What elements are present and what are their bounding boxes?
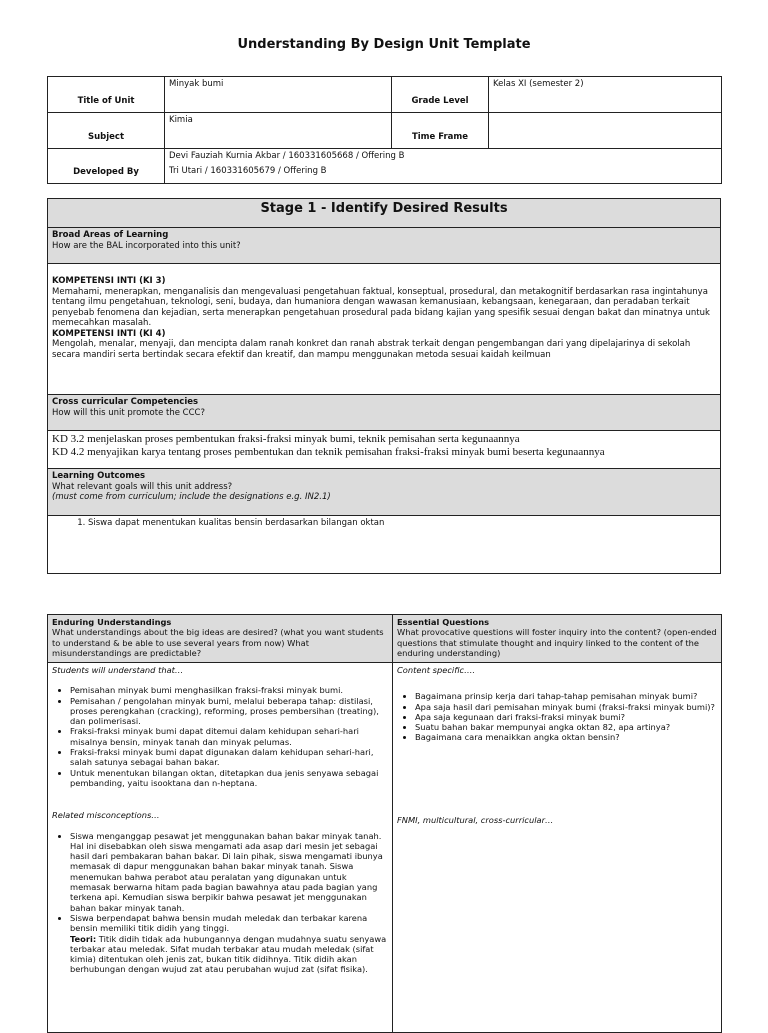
stage1-table xyxy=(47,198,721,574)
essential-title: Essential Questions xyxy=(397,617,490,627)
kd-4-2: KD 4.2 menyajikan karya tentang proses pembentukan dan teknik pemisahan fraksi-fraksi minyak bumi beserta kegunaannya xyxy=(52,446,605,458)
title-of-unit-label: Title of Unit xyxy=(48,77,165,113)
enduring-item: • Pemisahan / pengolahan minyak bumi, melalui beberapa tahap: distilasi, proses perengkahan (cracking), reforming, proses pembersihan (treating), dan polimerisasi. xyxy=(70,696,388,727)
time-frame-label: Time Frame xyxy=(392,113,489,149)
content-specific-label: Content specific…. xyxy=(397,665,476,675)
essential-list xyxy=(397,691,717,742)
essential-item: • Bagaimana prinsip kerja dari tahap-tahap pemisahan minyak bumi? xyxy=(415,691,717,701)
enduring-list xyxy=(52,685,388,788)
bal-title: Broad Areas of Learning xyxy=(52,230,169,240)
enduring-header xyxy=(48,615,393,663)
subject-label: Subject xyxy=(48,113,165,149)
developer-1: Devi Fauziah Kurnia Akbar / 160331605668 / Offering B xyxy=(169,151,405,161)
enduring-body xyxy=(48,663,393,1033)
essential-item: • Apa saja hasil dari pemisahan minyak bumi (fraksi-fraksi minyak bumi)? xyxy=(415,702,717,712)
title-of-unit-value: Minyak bumi xyxy=(165,77,392,113)
kd-section xyxy=(48,431,721,469)
enduring-item: • Untuk menentukan bilangan oktan, ditetapkan dua jenis senyawa sebagai pembanding, yaitu isooktana dan n-heptana. xyxy=(70,768,388,789)
outcomes-list-cell xyxy=(48,516,721,574)
ccc-question: How will this unit promote the CCC? xyxy=(52,407,205,418)
developed-by-value xyxy=(165,149,722,184)
essential-item: • Suatu bahan bakar mempunyai angka oktan 82, apa artinya? xyxy=(415,722,717,732)
ki3-text: Memahami, menerapkan, menganalisis dan mengevaluasi pengetahuan faktual, konseptual, prosedural, dan metakognitif berdasarkan rasa ingintahunya tentang ilmu pengetahuan, teknologi, seni, budaya, dan humaniora dengan wawasan kemanusiaan, kebangsaan, kenegaraan, dan peradaban terkait penyebab fenomena dan kejadian, serta menerapkan pengetahuan prosedural pada bidang kajian yang spesifik sesuai dengan bakat dan minatnya untuk memecahkan masalah. xyxy=(52,286,710,328)
enduring-title: Enduring Understandings xyxy=(52,617,172,627)
essential-question: What provocative questions will foster inquiry into the content? (open-ended questions that stimulate thought and inquiry linked to the content of the enduring understanding) xyxy=(397,627,717,658)
learning-outcomes-header xyxy=(48,469,721,516)
grade-level-label: Grade Level xyxy=(392,77,489,113)
kd-3-2: KD 3.2 menjelaskan proses pembentukan fraksi-fraksi minyak bumi, teknik pemisahan serta kegunaannya xyxy=(52,433,520,445)
ccc-section xyxy=(48,395,721,431)
outcome-item: 1. Siswa dapat menentukan kualitas bensin berdasarkan bilangan oktan xyxy=(88,518,716,529)
enduring-item: • Fraksi-fraksi minyak bumi dapat ditemui dalam kehidupan sehari-hari misalnya bensin, minyak tanah dan minyak pelumas. xyxy=(70,726,388,747)
time-frame-value xyxy=(489,113,722,149)
bal-question: How are the BAL incorporated into this unit? xyxy=(52,240,241,251)
ki4-text: Mengolah, menalar, menyaji, dan mencipta dalam ranah konkret dan ranah abstrak terkait dengan pengembangan dari yang dipelajarinya di sekolah secara mandiri serta bertindak secara efektif dan kreatif, dan mampu menggunakan metoda sesuai kaidah keilmuan xyxy=(52,339,691,360)
stage1-heading: Stage 1 - Identify Desired Results xyxy=(48,199,721,228)
fnmi-label: FNMI, multicultural, cross-curricular… xyxy=(397,814,554,825)
misconception-text: Siswa berpendapat bahwa bensin mudah meledak dan terbakar karena bensin memiliki titik didih yang tinggi. xyxy=(70,912,368,934)
lo-question: What relevant goals will this unit address? xyxy=(52,481,233,492)
misconception-item: • Siswa menganggap pesawat jet menggunakan bahan bakar minyak tanah. Hal ini disebabkan oleh siswa mengamati ada asap dari mesin jet sebagai hasil dari pembakaran bahan bakar. Di lain pihak, siswa mengamati ibunya memasak di dapur menggunakan bahan bakar minyak tanah. Siswa menemukan bahwa perabot atau peralatan yang digunakan untuk memasak berwarna hitam pada bagian bawahnya atau pada bagian yang terkena api. Kemudian siswa berpikir bahwa pesawat jet menggunakan bahan bakar minyak tanah. xyxy=(70,831,388,913)
understandings-table xyxy=(47,614,722,1033)
teori-label: Teori: xyxy=(70,933,97,944)
developer-2: Tri Utari / 160331605679 / Offering B xyxy=(169,166,327,176)
ki3-title: KOMPETENSI INTI (KI 3) xyxy=(52,276,166,286)
lo-title: Learning Outcomes xyxy=(52,471,146,481)
lo-note: (must come from curriculum; include the designations e.g. IN2.1) xyxy=(52,492,331,502)
enduring-item: • Pemisahan minyak bumi menghasilkan fraksi-fraksi minyak bumi. xyxy=(70,685,388,695)
developed-by-label: Developed By xyxy=(48,149,165,184)
bal-section xyxy=(48,228,721,264)
ki4-title: KOMPETENSI INTI (KI 4) xyxy=(52,328,166,339)
misconception-item xyxy=(70,913,388,975)
essential-body xyxy=(393,663,722,1033)
subject-value: Kimia xyxy=(165,113,392,149)
unit-info-table xyxy=(47,76,722,184)
teori-text: Titik didih tidak ada hubungannya dengan mudahnya suatu senyawa terbakar atau meledak. Sifat mudah terbakar atau mudah meledak (sifat kimia) ditentukan oleh jenis zat, bukan titik didihnya. Titik didih akan berhubungan dengan wujud zat atau perubahan wujud zat (sifat fisika). xyxy=(70,933,387,975)
enduring-question: What understandings about the big ideas are desired? (what you want students to understand & be able to use several years from now) What misunderstandings are predictable? xyxy=(52,627,384,658)
essential-item: • Bagaimana cara menaikkan angka oktan bensin? xyxy=(415,732,717,742)
enduring-item: • Fraksi-fraksi minyak bumi dapat digunakan dalam kehidupan sehari-hari, salah satunya sebagai bahan bakar. xyxy=(70,747,388,768)
students-label: Students will understand that… xyxy=(52,665,184,675)
essential-item: • Apa saja kegunaan dari fraksi-fraksi minyak bumi? xyxy=(415,712,717,722)
outcomes-list xyxy=(52,518,716,529)
misconceptions-label: Related misconceptions… xyxy=(52,810,160,821)
ki-section xyxy=(48,264,721,395)
page-title: Understanding By Design Unit Template xyxy=(237,37,531,52)
essential-header xyxy=(393,615,722,663)
grade-level-value: Kelas XI (semester 2) xyxy=(489,77,722,113)
ccc-title: Cross curricular Competencies xyxy=(52,397,199,407)
misconceptions-list xyxy=(52,831,388,975)
